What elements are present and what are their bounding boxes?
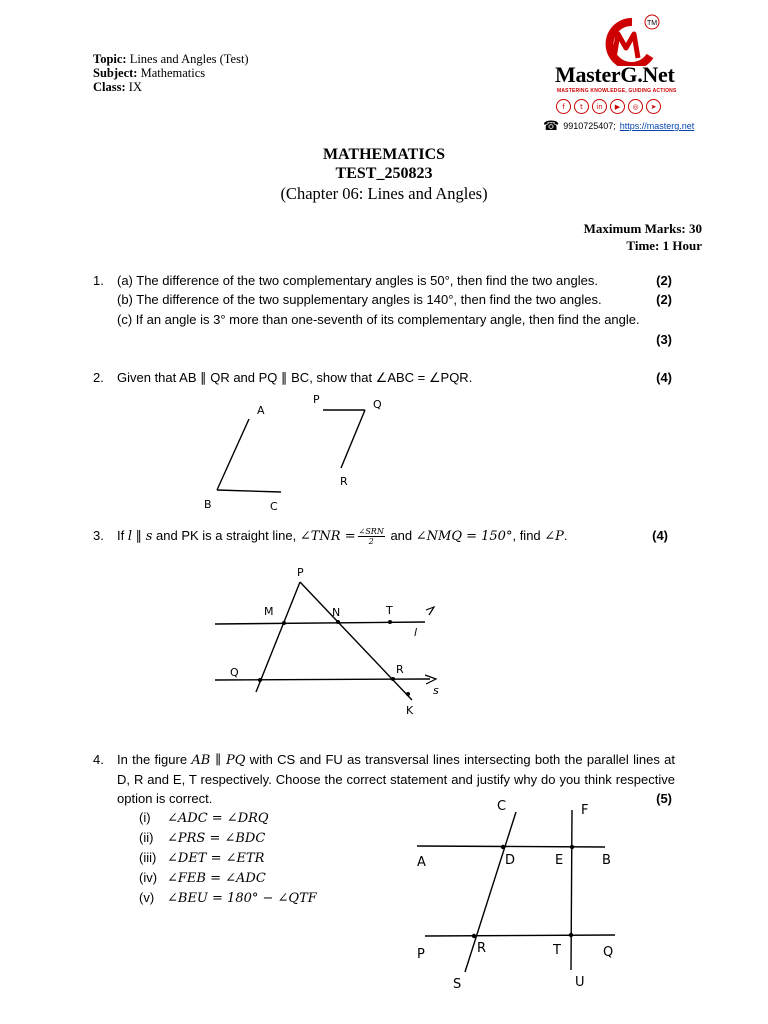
- time-allowed: Time: 1 Hour: [626, 238, 702, 253]
- q4-figure: [405, 792, 635, 992]
- angle-tnr: ∠TNR =: [299, 529, 356, 544]
- option-expression: ∠DET = ∠ETR: [167, 851, 265, 866]
- label-C: C: [270, 500, 278, 513]
- q4-text-b: with CS and FU as transversal lines intersecting both the parallel lines at D, R and E, T respectively. Choose the correct statement and justify why do you think respective option is correct.: [117, 752, 675, 806]
- label-Q: Q: [373, 398, 382, 411]
- subject-label: Subject:: [93, 66, 138, 80]
- trademark-text: TM: [646, 20, 658, 27]
- option-i: [139, 808, 317, 828]
- q4-marks: (5): [656, 791, 672, 806]
- fraction-srn-half: [358, 527, 385, 546]
- label-A: A: [417, 855, 426, 870]
- question-number: 2.: [93, 370, 104, 385]
- q3-text-find: , find: [512, 528, 545, 543]
- contact-line: [543, 118, 694, 134]
- youtube-icon[interactable]: ▶: [610, 99, 625, 114]
- fraction-numerator: ∠SRN: [358, 527, 384, 537]
- label-M: M: [264, 605, 274, 618]
- q2-figure: [195, 388, 395, 518]
- document-meta: [93, 52, 249, 94]
- line-s-symbol: s: [145, 529, 153, 544]
- option-iii: [139, 848, 317, 868]
- label-P: P: [313, 393, 320, 406]
- telegram-icon[interactable]: ➤: [646, 99, 661, 114]
- q3-marks: (4): [652, 528, 668, 543]
- label-S: S: [453, 977, 462, 992]
- q1-part-a-marks: (2): [656, 273, 672, 288]
- option-iv: [139, 868, 317, 888]
- heading-subject: MATHEMATICS: [322, 146, 446, 163]
- topic-value: Lines and Angles (Test): [129, 52, 249, 66]
- label-Q: Q: [603, 945, 614, 960]
- q3-period: .: [563, 528, 568, 543]
- q4-options: [139, 808, 317, 908]
- q1-part-c-marks: (3): [656, 332, 672, 347]
- label-C: C: [497, 799, 507, 814]
- line-l-symbol: l: [127, 529, 133, 544]
- masterg-logo: [592, 14, 664, 66]
- brand-tagline: MASTERING KNOWLEDGE, GUIDING ACTIONS: [557, 88, 677, 94]
- option-expression: ∠BEU = 180° − ∠QTF: [167, 891, 317, 906]
- angle-nmq: ∠NMQ = 150°: [415, 529, 513, 544]
- label-D: D: [505, 853, 516, 868]
- option-ii: [139, 828, 317, 848]
- class-line: [93, 80, 249, 94]
- label-Q: Q: [230, 666, 239, 679]
- option-number: (ii): [139, 830, 154, 845]
- q1-part-a: (a) The difference of the two complementary angles is 50°, then find the two angles.: [117, 273, 598, 288]
- option-expression: ∠FEB = ∠ADC: [167, 871, 266, 886]
- label-R: R: [396, 663, 404, 676]
- subject-line: [93, 66, 249, 80]
- option-number: (v): [139, 890, 155, 905]
- q1-part-b: (b) The difference of the two supplementary angles is 140°, then find the two angles.: [117, 292, 602, 307]
- option-expression: ∠PRS = ∠BDC: [167, 831, 266, 846]
- twitter-icon[interactable]: t: [574, 99, 589, 114]
- question-number: 3.: [93, 528, 104, 543]
- label-A: A: [257, 404, 265, 417]
- option-number: (iii): [139, 850, 157, 865]
- topic-line: [93, 52, 249, 66]
- phone-icon: ☎: [543, 118, 560, 133]
- angle-p: ∠P: [544, 529, 564, 544]
- linkedin-icon[interactable]: in: [592, 99, 607, 114]
- label-R: R: [340, 475, 348, 488]
- social-links: [556, 99, 661, 114]
- parallel-symbol: ∥: [132, 528, 146, 543]
- label-F: F: [581, 803, 589, 818]
- q3-text: [117, 526, 672, 546]
- label-U: U: [575, 975, 585, 990]
- topic-label: Topic:: [93, 52, 127, 66]
- class-label: Class:: [93, 80, 126, 94]
- phone-number: 9910725407;: [563, 121, 616, 131]
- question-number: 1.: [93, 273, 104, 288]
- facebook-icon[interactable]: f: [556, 99, 571, 114]
- label-T: T: [553, 943, 561, 958]
- label-E: E: [555, 853, 564, 868]
- heading-chapter: (Chapter 06: Lines and Angles): [280, 184, 488, 203]
- option-number: (iv): [139, 870, 158, 885]
- q4-text-a: In the figure: [117, 752, 192, 767]
- ab-parallel-pq: AB ∥ PQ: [191, 753, 246, 768]
- option-number: (i): [139, 810, 151, 825]
- q1-part-b-marks: (2): [656, 292, 672, 307]
- label-B: B: [204, 498, 212, 511]
- subject-value: Mathematics: [140, 66, 206, 80]
- q1-part-c: (c) If an angle is 3° more than one-seventh of its complementary angle, then find the angle.: [117, 312, 640, 327]
- class-value: IX: [128, 80, 142, 94]
- label-l: l: [414, 626, 418, 639]
- q3-figure: [200, 560, 460, 720]
- option-expression: ∠ADC = ∠DRQ: [167, 811, 269, 826]
- q3-text-pre: If: [117, 528, 128, 543]
- label-P: P: [417, 947, 425, 962]
- fraction-denominator: 2: [368, 537, 374, 547]
- q2-marks: (4): [656, 370, 672, 385]
- instagram-icon[interactable]: ◎: [628, 99, 643, 114]
- label-s: s: [433, 684, 439, 697]
- website-link[interactable]: https://masterg.net: [619, 121, 695, 131]
- option-v: [139, 888, 317, 908]
- q3-text-and: and: [386, 528, 416, 543]
- q3-text-mid: and PK is a straight line,: [152, 528, 300, 543]
- question-number: 4.: [93, 752, 104, 767]
- q2-text: Given that AB ∥ QR and PQ ∥ BC, show that ∠ABC = ∠PQR.: [117, 370, 473, 385]
- label-K: K: [406, 704, 414, 717]
- label-N: N: [332, 606, 341, 619]
- heading-test-id: TEST_250823: [335, 165, 433, 182]
- label-P: P: [297, 566, 304, 579]
- label-T: T: [386, 604, 393, 617]
- brand-name: MasterG.Net: [555, 62, 675, 87]
- label-R: R: [477, 941, 487, 956]
- max-marks: Maximum Marks: 30: [583, 221, 702, 236]
- label-B: B: [602, 853, 611, 868]
